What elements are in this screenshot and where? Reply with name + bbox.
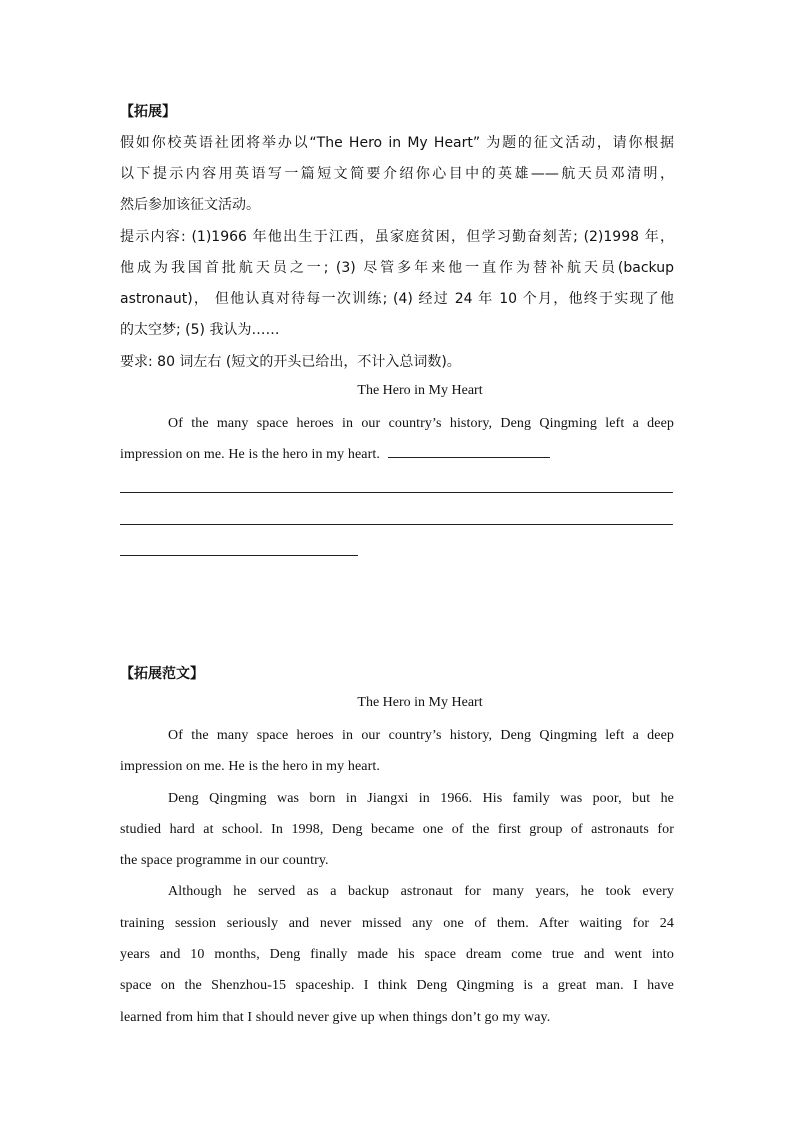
task-opening-text: impression on me. He is the hero in my heart. (120, 447, 380, 462)
answer-line-1[interactable] (120, 492, 673, 493)
sample-line-1: Of the many space heroes in our country’s history, Deng Qingming left a deep (168, 728, 674, 743)
task-line-4: 提示内容: (1)1966 年他出生于江西，虽家庭贫困，但学习勤奋刻苦; (2)1998 年， (120, 229, 674, 245)
task-line-7: 的太空梦; (5) 我认为…… (120, 322, 280, 338)
task-requirement: 要求: 80 词左右 (短文的开头已给出，不计入总词数)。 (120, 354, 461, 370)
task-line-5: 他成为我国首批航天员之一; (3) 尽管多年来他一直作为替补航天员(backup (120, 260, 674, 276)
answer-line-3[interactable] (120, 555, 358, 556)
task-opening-line-2 (120, 445, 550, 465)
sample-line-3: Deng Qingming was born in Jiangxi in 1966. His family was poor, but he (168, 791, 674, 806)
sample-line-10: learned from him that I should never give up when things don’t go my way. (120, 1010, 551, 1025)
task-essay-title: The Hero in My Heart (357, 383, 483, 398)
sample-line-2: impression on me. He is the hero in my heart. (120, 759, 380, 774)
task-opening-line-1: Of the many space heroes in our country’s history, Deng Qingming left a deep (168, 416, 674, 431)
task-heading: 【拓展】 (120, 104, 176, 120)
task-line-3: 然后参加该征文活动。 (120, 197, 260, 213)
answer-blank-inline[interactable] (388, 456, 550, 458)
sample-line-6: Although he served as a backup astronaut for many years, he took every (168, 884, 674, 899)
sample-essay-title: The Hero in My Heart (357, 695, 483, 710)
sample-line-8: years and 10 months, Deng finally made his space dream come true and went into (120, 947, 674, 962)
task-line-2: 以下提示内容用英语写一篇短文简要介绍你心目中的英雄——航天员邓清明， (120, 166, 674, 182)
sample-heading: 【拓展范文】 (120, 666, 204, 682)
sample-line-4: studied hard at school. In 1998, Deng became one of the first group of astronauts for (120, 822, 674, 837)
sample-line-7: training session seriously and never missed any one of them. After waiting for 24 (120, 916, 674, 931)
task-line-6: astronaut)， 但他认真对待每一次训练; (4) 经过 24 年 10 个月，他终于实现了他 (120, 291, 674, 307)
task-line-1: 假如你校英语社团将举办以“The Hero in My Heart” 为题的征文活动，请你根据 (120, 135, 674, 151)
sample-line-5: the space programme in our country. (120, 853, 329, 868)
sample-line-9: space on the Shenzhou-15 spaceship. I think Deng Qingming is a great man. I have (120, 978, 674, 993)
answer-line-2[interactable] (120, 524, 673, 525)
